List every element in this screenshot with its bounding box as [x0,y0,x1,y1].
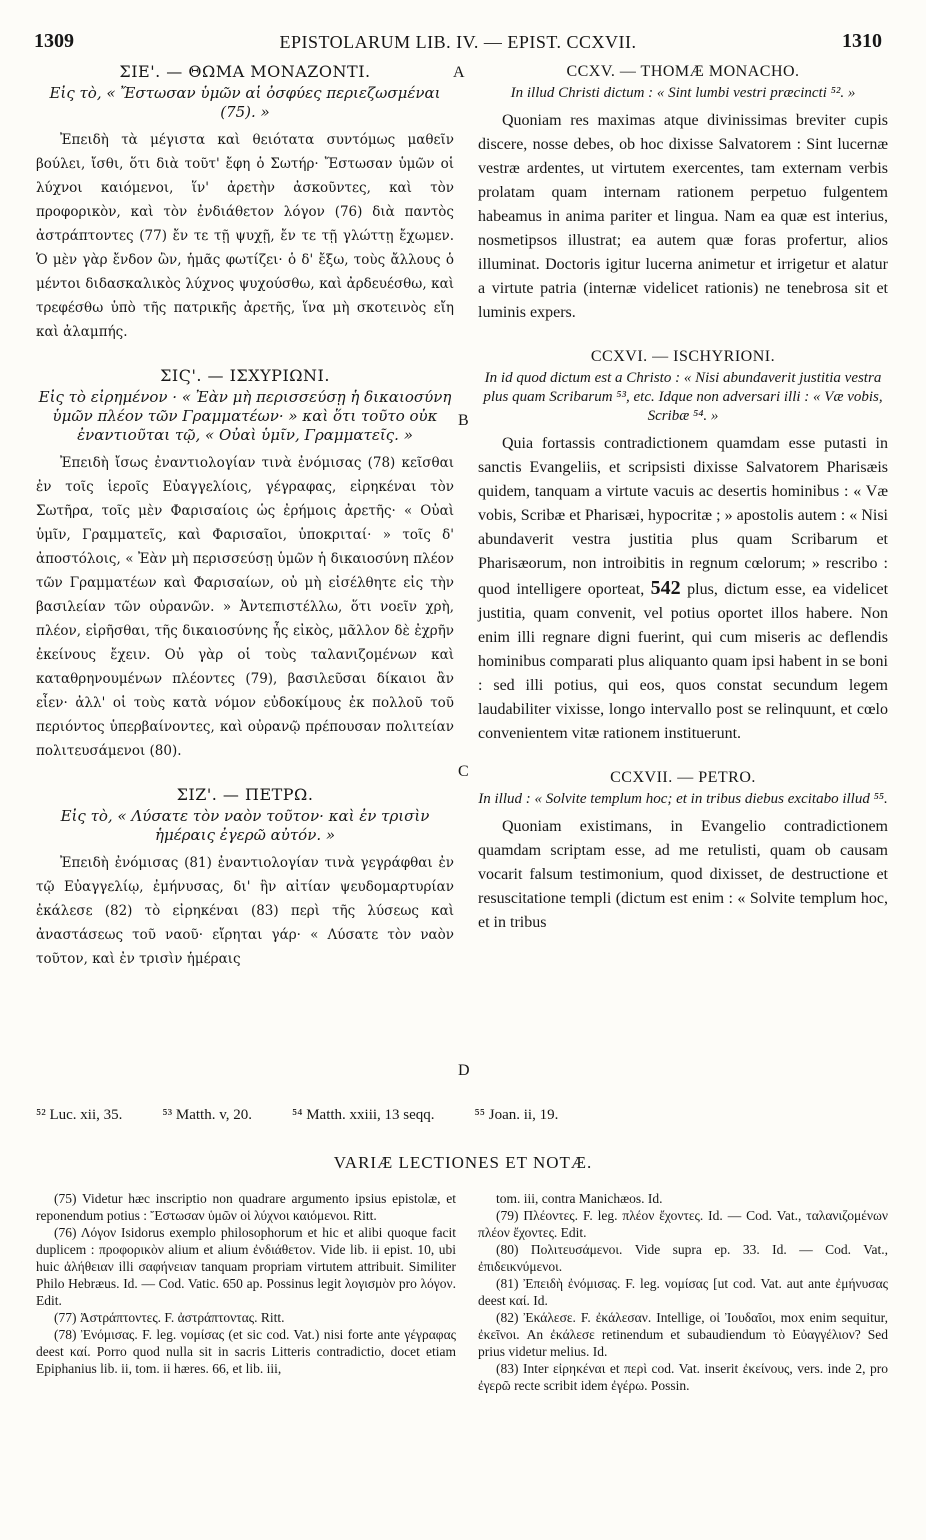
margin-letter-c: C [458,763,469,780]
latin-column [478,60,888,935]
letter-216-greek [36,364,454,763]
note-item: (79) Πλέοντες. F. leg. πλέον ἔχοντες. Id. — Cod. Vat., ταλανιζομένων πλέον ἔχοντες. Edit. [478,1208,888,1240]
note-item: (76) Λόγον Isidorus exemplo philosophorum et hic et alibi quoque facit duplicem : προφορικὸν alium et alium ἐνδιάθετον. Vide lib. ii epist. 10, ubi huic ἀλήθειαν illi σαφήνειαν tanquam propriam virtutem attribuit. Similiter Philo Hebræus. Id. — Cod. Vatic. 650 ap. Possinus legit λογισμὸν pro λόγον. Edit. [36,1225,456,1308]
section-body: Quoniam existimans, in Evangelio contradictionem quamdam scriptam esse, ad me retulisti, quam ob causam vocarit falsum testimonium, quod dixisset, de destructione et resuscitatione templi (dictum est enim : « Solvite templum hoc, et in tribus [478,818,888,931]
note-item: tom. iii, contra Manichæos. Id. [496,1191,663,1206]
notes-title: VARIÆ LECTIONES ET NOTÆ. [333,1153,593,1172]
note-item: (77) Ἀστράπτοντες. F. ἀστράπτοντας. Ritt. [54,1310,285,1325]
footnote: ⁵⁵ Joan. ii, 19. [474,1107,559,1123]
note-item: (75) Videtur hæc inscriptio non quadrare argumento ipsius epistolæ, et reponendum potius : Ἔστωσαν ὑμῶν οἱ λύχνοι καιόμενοι. Ritt. [36,1191,456,1223]
section-body: Quoniam res maximas atque divinissimas breviter cupis discere, nosse debes, ob hoc dixisse Salvatorem : Sint lucernæ vestræ ardentes, ut virtutem exercentes, tam externam verbis prolatam quam internam rationem perpetuo fulgentem habeamus in anima pariter et lingua. Nam ea quæ est interius, nosmetipsos illustrat; ea autem quæ foras profertur, alios illuminat. Doctoris igitur lucerna animetur et irrigetur et alatur a virtute patria (internæ videlicet rationis) ne tenebrosa sit et luminis expers. [478,112,888,321]
note-item: (78) Ἐνόμισας. F. leg. νομίσας (et sic cod. Vat.) nisi forte ante γέγραφας deest καί. Porro quod nulla sit in sacris Litteris contradictio, docet etiam Epiphanius lib. ii, tom. ii hæres. 66, et lib. iii, [36,1327,456,1376]
section-heading: ΣΙΕ'. — ΘΩΜΑ ΜΟΝΑΖΟΝΤΙ. [119,62,371,81]
letter-217-greek [36,783,454,971]
section-body: Ἐπειδὴ ἴσως ἐναντιολογίαν τινὰ ἐνόμισας (78) κεῖσθαι ἐν τοῖς ἱεροῖς Εὐαγγελίοις, γέγραφας, εἰρηκέναι τὸν Σωτῆρα, τοῖς μὲν Φαρισαίοις ὡς ἐρήμοις ἀρετῆς· « Οὐαὶ ὑμῖν, Γραμματεῖς, καὶ Φαρισαῖοι, ὑποκριταί· » τοῖς δ' ἀποστόλοις, « Ἐὰν μὴ περισσεύσῃ ὑμῶν ἡ δικαιοσύνη πλέον τῶν Γραμματέων καὶ Φαρισαίων, οὐ μὴ εἰσέλθητε εἰς τὴν βασιλείαν τῶν οὐρανῶν. » Ἀντεπιστέλλω, ὅτι νοεῖν χρὴ, πλέον, εἰρῆσθαι, τῆς δικαιοσύνης ἧς εἰκὸς, μᾶλλον δὲ ἐχρῆν ἐκείνους ἔχειν. Οὐ γὰρ οἱ τοὺς ταλανιζομένων καὶ καταθρηνουμένων πλέοντες (79), βασιλεῦσαι δίκαιοι ἂν εἶεν· ἀλλ' οἱ τοὺς κατὰ νόμον εὐδοκίμους ἐκ πολλοῦ τοῦ περιόντος ὑπερβαίνοντες, καὶ οὐρανῷ πρέπουσαν πολιτείαν πολιτευσάμενοι (80). [36,455,454,759]
margin-letter-a: A [453,64,465,81]
section-subtitle: In illud : « Solvite templum hoc; et in tribus diebus excitabo illud ⁵⁵. [478,791,888,807]
section-heading: ΣΙϚ'. — ΙΣΧΥΡΙΩΝΙ. [160,366,330,385]
section-body-part-a: Quia fortassis contradictionem quamdam esse putasti in sanctis Evangeliis, et scripsisti dixisse Salvatorem Pharisæis quidem, tanquam a virtute vacuis ac desertis hominibus : « Væ vobis, Scribæ et Pharisæi, hypocritæ ; » apostolis autem : « Nisi abundaverit vestra justitia plus quam Scribarum et Pharisæorum, non introibitis in regnum cœlorum; » rescribo : quod intelligere oporteat, [478,435,888,598]
section-subtitle: Εἰς τὸ εἰρημένον · « Ἐὰν μὴ περισσεύσῃ ἡ δικαιοσύνη ὑμῶν πλέον τῶν Γραμματέων· » καὶ ὅτι τοῦτο οὐκ ἐναντιοῦται τῷ, « Οὐαὶ ὑμῖν, Γραμματεῖς. » [38,388,452,444]
letter-215-greek [36,60,454,344]
page-marker: 542 [650,577,681,599]
section-subtitle: In illud Christi dictum : « Sint lumbi vestri præcincti ⁵². » [510,85,856,101]
section-heading: CCXVII. — PETRO. [610,769,756,786]
margin-letter-b: B [458,412,469,429]
notes-right-column [478,1190,888,1394]
note-item: (83) Inter εἰρηκέναι et περὶ cod. Vat. inserit ἐκείνους, vers. inde 2, pro ἐγερῶ recte scribit idem ἐγέρω. Possin. [478,1361,888,1393]
page-header [34,30,882,56]
footnote: ⁵³ Matth. v, 20. [162,1107,252,1123]
margin-letter-d: D [458,1062,470,1079]
section-subtitle: In id quod dictum est a Christo : « Nisi abundaverit justitia vestra plus quam Scribarum ⁵³, etc. Idque non adversari illi : « Væ vobis, Scribæ ⁵⁴. » [483,370,883,424]
letter-216-latin [478,345,888,746]
section-subtitle: Εἰς τὸ, « Λύσατε τὸν ναὸν τοῦτον· καὶ ἐν τρισὶν ἡμέραις ἐγερῶ αὐτόν. » [60,807,430,844]
greek-column [36,60,454,971]
letter-217-latin [478,766,888,935]
page-number-left: 1309 [34,30,74,52]
footnote: ⁵² Luc. xii, 35. [36,1107,123,1123]
section-body-part-b: plus, dictum esse, ea videlicet justitia, quam convenit, vel potius oportet illos habere. Non enim illi regnare digni fuerint, qui cum miseris ac deflendis hominibus comparati plus aliquanto quam ipsi habent in se boni : sed illi potius, qui eos, quos constat secundum legem laudabiliter vixisse, longo intervallo post se relinquunt, et cœlo convenientem vitæ rationem instituerunt. [478,581,889,742]
running-title: EPISTOLARUM LIB. IV. — EPIST. CCXVII. [279,32,637,52]
letter-215-latin [478,60,888,325]
section-subtitle: Εἰς τὸ, « Ἔστωσαν ὑμῶν αἱ ὀσφύες περιεζωσμέναι (75). » [49,84,441,121]
note-item: (80) Πολιτευσάμενοι. Vide supra ep. 33. Id. — Cod. Vat., ἐπιδεικνύμενοι. [478,1242,888,1274]
footnotes [36,1107,896,1124]
page-number-right: 1310 [842,30,882,52]
notes-left-column [36,1190,456,1377]
footnote: ⁵⁴ Matth. xxiii, 13 seqq. [291,1107,435,1123]
section-body: Ἐπειδὴ ἐνόμισας (81) ἐναντιολογίαν τινὰ γεγράφθαι ἐν τῷ Εὐαγγελίῳ, ἐμήνυσας, δι' ἣν αἰτίαν ψευδομαρτυρίαν ἐκάλεσε (82) τὸ εἰρηκέναι (83) περὶ τῆς λύσεως καὶ ἀναστάσεως τοῦ ναοῦ· εἴρηται γάρ· « Λύσατε τὸν ναὸν τοῦτον, καὶ ἐν τρισὶν ἡμέραις [36,855,454,967]
section-body [478,432,888,746]
section-body: Ἐπειδὴ τὰ μέγιστα καὶ θειότατα συντόμως μαθεῖν βούλει, ἴσθι, ὅτι διὰ τοῦτ' ἔφη ὁ Σωτήρ· Ἔστωσαν ὑμῶν οἱ λύχνοι καιόμενοι, ἵν' ἀρετὴν ἀσκοῦντες, καὶ τὸν προφορικὸν, καὶ τὸν ἐνδιάθετον λόγον (76) διὰ παντὸς ἀστράπτοντες (77) ἔν τε τῇ ψυχῇ, ἔν τε τῇ γλώττῃ ἔχωμεν. Ὁ μὲν γὰρ ἔνδον ὢν, ἡμᾶς φωτίζει· ὁ δ' ἔξω, τοὺς ἄλλους ὁ μέντοι διδασκαλικὸς λύχνος ψυχούσθω, καὶ ἀρδευέσθω, καὶ τρεφέσθω ὑπὸ τῆς πατρικῆς ἀρετῆς, ἵνα μὴ σκοτεινὸς εἴη καὶ ἀλαμπής. [36,132,454,340]
section-heading: CCXV. — THOMÆ MONACHO. [566,63,800,80]
section-heading: ΣΙΖ'. — ΠΕΤΡΩ. [176,785,314,804]
note-item: (82) Ἐκάλεσε. F. ἐκάλεσαν. Intellige, οἱ Ἰουδαῖοι, mox enim sequitur, ἐκεῖνοι. An ἐκάλεσε retinendum et subaudiendum τὸ Εὐαγγέλιον? Sed prius videtur melius. Id. [478,1310,888,1359]
section-heading: CCXVI. — ISCHYRIONI. [590,348,776,365]
note-item: (81) Ἐπειδὴ ἐνόμισας. F. leg. νομίσας [ut cod. Vat. aut ante ἐμήνυσας deest καί. Id. [478,1276,888,1308]
